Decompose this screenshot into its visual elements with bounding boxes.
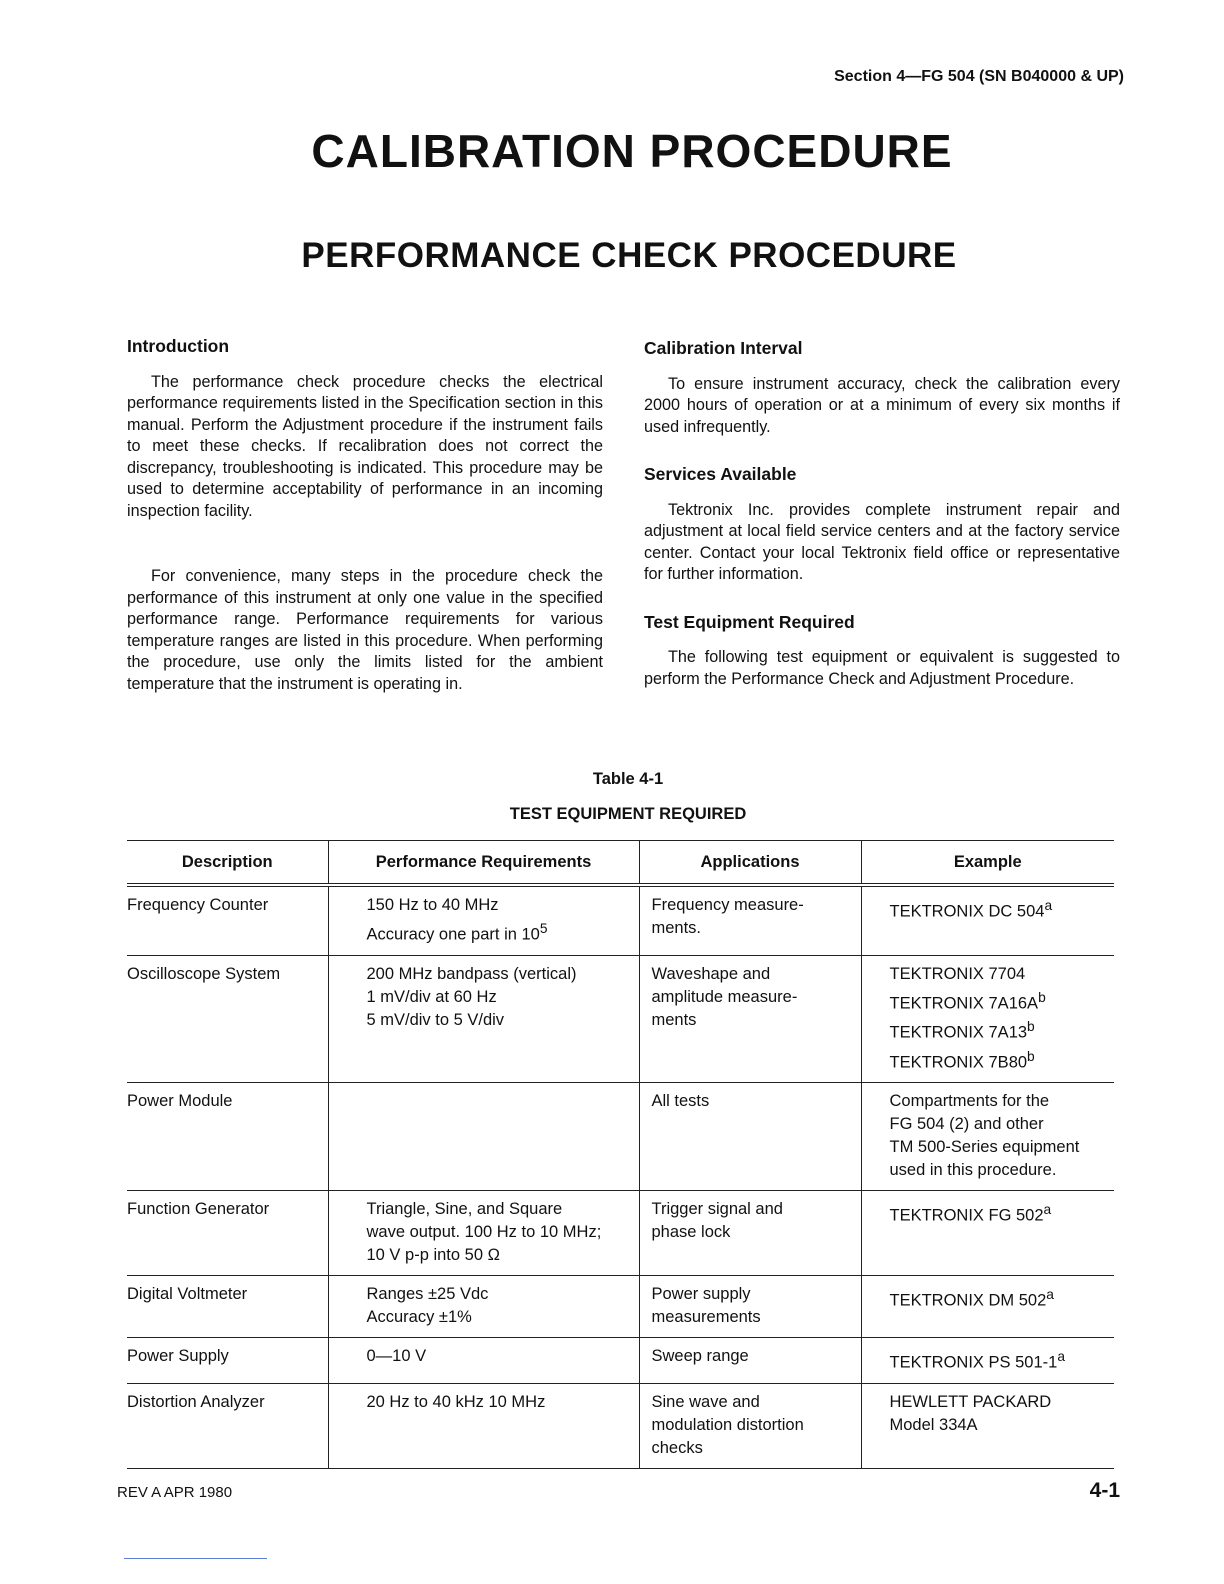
cell-line: 20 Hz to 40 kHz 10 MHz [366, 1392, 546, 1411]
cell-description: Power Module [127, 1083, 328, 1191]
cell-requirements [328, 955, 639, 1083]
cell-line: Trigger signal and [651, 1200, 783, 1218]
cell-line: amplitude measure- [651, 987, 798, 1006]
cell-applications [639, 885, 861, 955]
cell-line: Model 334A [889, 1415, 978, 1434]
cell-line: 1 mV/div at 60 Hz [366, 987, 497, 1006]
cell-line: TM 500-Series equipment [889, 1138, 1080, 1156]
page-subtitle: PERFORMANCE CHECK PROCEDURE [301, 236, 957, 275]
cell-line: TEKTRONIX 7704 [889, 964, 1026, 983]
cell-applications [639, 955, 861, 1083]
cell-example [861, 955, 1114, 1083]
cell-line-text: TEKTRONIX PS 501-1 [889, 1353, 1058, 1372]
cell-applications [639, 1383, 861, 1468]
cell-line [890, 1015, 1107, 1045]
cell-line [890, 1198, 1107, 1228]
cell-example [861, 1383, 1114, 1468]
cell-line: used in this procedure. [889, 1161, 1057, 1179]
cell-requirements [328, 885, 639, 955]
cell-line: ments. [651, 919, 702, 937]
cell-applications [639, 1191, 861, 1276]
cell-line: 200 MHz bandpass (vertical) [366, 964, 577, 983]
cell-line: measurements [651, 1308, 761, 1326]
revision-footer: REV A APR 1980 [117, 1484, 233, 1501]
cell-line-text: Accuracy one part in 10 [366, 925, 540, 944]
header-applications: Applications [639, 841, 861, 886]
footnote-mark: b [1027, 1048, 1035, 1064]
cell-requirements [328, 1191, 639, 1276]
cell-line: Triangle, Sine, and Square [366, 1200, 563, 1218]
cell-line: Sine wave and [651, 1392, 760, 1411]
cell-line: All tests [651, 1092, 710, 1110]
test-equipment-paragraph: The following test equipment or equivalent is suggested to perform the Performance Check and Adjustment Procedure. [644, 648, 1120, 688]
introduction-paragraph-2: For convenience, many steps in the procedure check the performance of this instrument at only one value in the specified performance range. Performance requirements for various temperature ranges are listed in this procedure. When performing the procedure, use only the limits listed for the ambient temperature that the instrument is operating in. [127, 567, 603, 693]
cell-example [861, 1276, 1114, 1338]
header-description: Description [127, 841, 328, 886]
cell-description: Distortion Analyzer [127, 1383, 328, 1468]
cell-example [861, 1191, 1114, 1276]
cell-line: 0—10 V [366, 1347, 427, 1365]
cell-line-text: TEKTRONIX 7A16A [889, 994, 1039, 1012]
table-row [127, 1083, 1114, 1191]
cell-line [890, 1045, 1107, 1075]
cell-line [890, 894, 1107, 924]
cell-line: Sweep range [651, 1347, 749, 1365]
cell-line-text: TEKTRONIX DM 502 [889, 1291, 1047, 1310]
cell-line: Accuracy ±1% [366, 1308, 472, 1326]
cell-line: Waveshape and [651, 964, 771, 983]
left-column [127, 336, 603, 695]
cell-line-text: TEKTRONIX 7A13 [889, 1023, 1028, 1042]
cell-applications [639, 1083, 861, 1191]
page-number: 4-1 [1089, 1479, 1120, 1502]
cell-description: Function Generator [127, 1191, 328, 1276]
cell-requirements [328, 1083, 639, 1191]
footnote-mark: a [1043, 1202, 1052, 1217]
cell-line: ments [651, 1010, 697, 1029]
footnote-mark: a [1046, 1287, 1054, 1302]
footnote-mark: a [1057, 1349, 1065, 1364]
cell-requirements [328, 1383, 639, 1468]
divider [124, 1558, 267, 1559]
services-available-heading: Services Available [644, 464, 797, 484]
cell-line: modulation distortion [651, 1415, 804, 1434]
cell-line: Compartments for the [889, 1092, 1050, 1110]
cell-description: Frequency Counter [127, 885, 328, 955]
cell-line [890, 986, 1107, 1016]
calibration-interval-heading: Calibration Interval [644, 338, 803, 358]
cell-line: checks [651, 1438, 703, 1457]
right-column [644, 338, 1120, 690]
test-equipment-heading: Test Equipment Required [644, 611, 855, 632]
cell-line: HEWLETT PACKARD [889, 1392, 1052, 1411]
header-performance-requirements: Performance Requirements [328, 841, 639, 886]
cell-example [861, 885, 1114, 955]
cell-description: Power Supply [127, 1338, 328, 1384]
introduction-paragraph-1: The performance check procedure checks the electrical performance requirements listed in the Specification section in this manual. Perform the Adjustment procedure if the instrument fails to meet these checks. If recalibration does not correct the discrepancy, troubleshooting is indicated. This procedure may be used to determine acceptability of performance in an incoming inspection facility. [127, 372, 603, 520]
cell-line: Ranges ±25 Vdc [366, 1285, 489, 1303]
cell-line [890, 1283, 1107, 1313]
cell-line: phase lock [651, 1223, 731, 1241]
cell-applications [639, 1338, 861, 1384]
page-title: CALIBRATION PROCEDURE [311, 125, 953, 177]
cell-line-text: TEKTRONIX FG 502 [889, 1206, 1044, 1225]
cell-line: 5 mV/div to 5 V/div [366, 1010, 505, 1029]
footnote-mark: b [1038, 989, 1046, 1005]
cell-line: 150 Hz to 40 MHz [366, 896, 499, 914]
table-header-row [127, 841, 1114, 886]
cell-line: wave output. 100 Hz to 10 MHz; [366, 1223, 602, 1241]
cell-applications [639, 1276, 861, 1338]
cell-line: Frequency measure- [651, 896, 804, 914]
cell-description: Oscilloscope System [127, 955, 328, 1083]
superscript: 5 [539, 921, 548, 936]
cell-line-text: TEKTRONIX DC 504 [889, 902, 1045, 921]
table-row [127, 1191, 1114, 1276]
introduction-heading: Introduction [127, 336, 230, 356]
table-row [127, 1276, 1114, 1338]
cell-requirements [328, 1338, 639, 1384]
cell-line [367, 917, 631, 947]
table-row [127, 955, 1114, 1083]
test-equipment-table [127, 840, 1114, 1469]
calibration-interval-paragraph: To ensure instrument accuracy, check the calibration every 2000 hours of operation or at a minimum of every six months if used infrequently. [644, 374, 1120, 436]
table-caption: Table 4-1 [592, 770, 664, 788]
table-row [127, 885, 1114, 955]
cell-example [861, 1338, 1114, 1384]
cell-description: Digital Voltmeter [127, 1276, 328, 1338]
header-example: Example [861, 841, 1114, 886]
cell-line: Power supply [651, 1285, 751, 1303]
footnote-mark: a [1044, 898, 1053, 913]
cell-example [861, 1083, 1114, 1191]
table-row [127, 1383, 1114, 1468]
cell-line-text: TEKTRONIX 7B80 [889, 1053, 1028, 1071]
services-available-paragraph: Tektronix Inc. provides complete instrument repair and adjustment at local field service centers and at the factory service center. Contact your local Tektronix field office or representative for further information. [644, 500, 1120, 583]
cell-line: FG 504 (2) and other [889, 1115, 1044, 1133]
footnote-mark: b [1027, 1019, 1035, 1034]
table-title: TEST EQUIPMENT REQUIRED [509, 805, 747, 823]
table-row [127, 1338, 1114, 1384]
cell-line [890, 1345, 1107, 1375]
cell-requirements [328, 1276, 639, 1338]
section-header: Section 4—FG 504 (SN B040000 & UP) [834, 68, 1124, 85]
cell-line: 10 V p-p into 50 Ω [366, 1246, 500, 1264]
